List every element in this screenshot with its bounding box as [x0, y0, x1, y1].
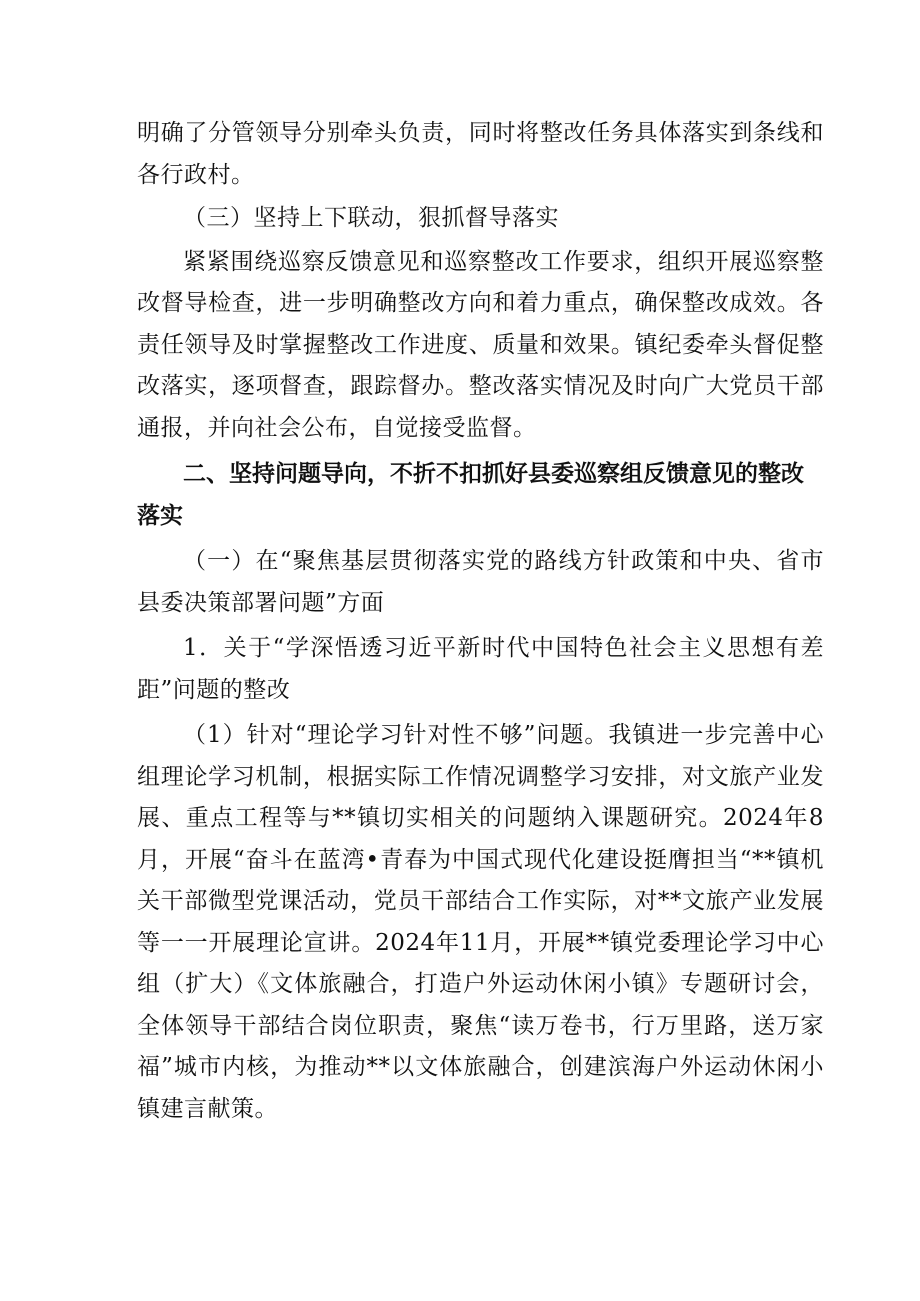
section-heading-2: 二、坚持问题导向，不折不扣抓好县委巡察组反馈意见的整改落实 [137, 461, 804, 529]
paragraph-continuation: 明确了分管领导分别牵头负责，同时将整改任务具体落实到条线和各行政村。 [137, 120, 824, 188]
section-subheading-2-1: （一）在“聚焦基层贯彻落实党的路线方针政策和中央、省市县委决策部署问题”方面 [137, 548, 824, 616]
paragraph-supervision: 紧紧围绕巡察反馈意见和巡察整改工作要求，组织开展巡察整改督导检查，进一步明确整改方向和着力重点，确保整改成效。各责任领导及时掌握整改工作进度、质量和效果。镇纪委牵头督促整改落实，逐项督查，跟踪督办。整改落实情况及时向广大党员干部通报，并向社会公布，自觉接受监督。 [137, 248, 824, 441]
section-subheading-3: （三）坚持上下联动，狠抓督导落实 [183, 205, 559, 231]
paragraph-item-1-1: （1）针对“理论学习针对性不够”问题。我镇进一步完善中心组理论学习机制，根据实际工作情况调整学习安排，对文旅产业发展、重点工程等与**镇切实相关的问题纳入课题研究。2024年8月，开展“奋斗在蓝湾•青春为中国式现代化建设挺膺担当“**镇机关干部微型党课活动，党员干部结合工作实际，对**文旅产业发展等一一开展理论宣讲。2024年11月，开展**镇党委理论学习中心组（扩大）《文体旅融合，打造户外运动休闲小镇》专题研讨会，全体领导干部结合岗位职责，聚焦“读万卷书，行万里路，送万家福”城市内核，为推动**以文体旅融合，创建滨海户外运动休闲小镇建言献策。 [137, 722, 824, 1122]
list-item-1: 1．关于“学深悟透习近平新时代中国特色社会主义思想有差距”问题的整改 [137, 635, 824, 703]
